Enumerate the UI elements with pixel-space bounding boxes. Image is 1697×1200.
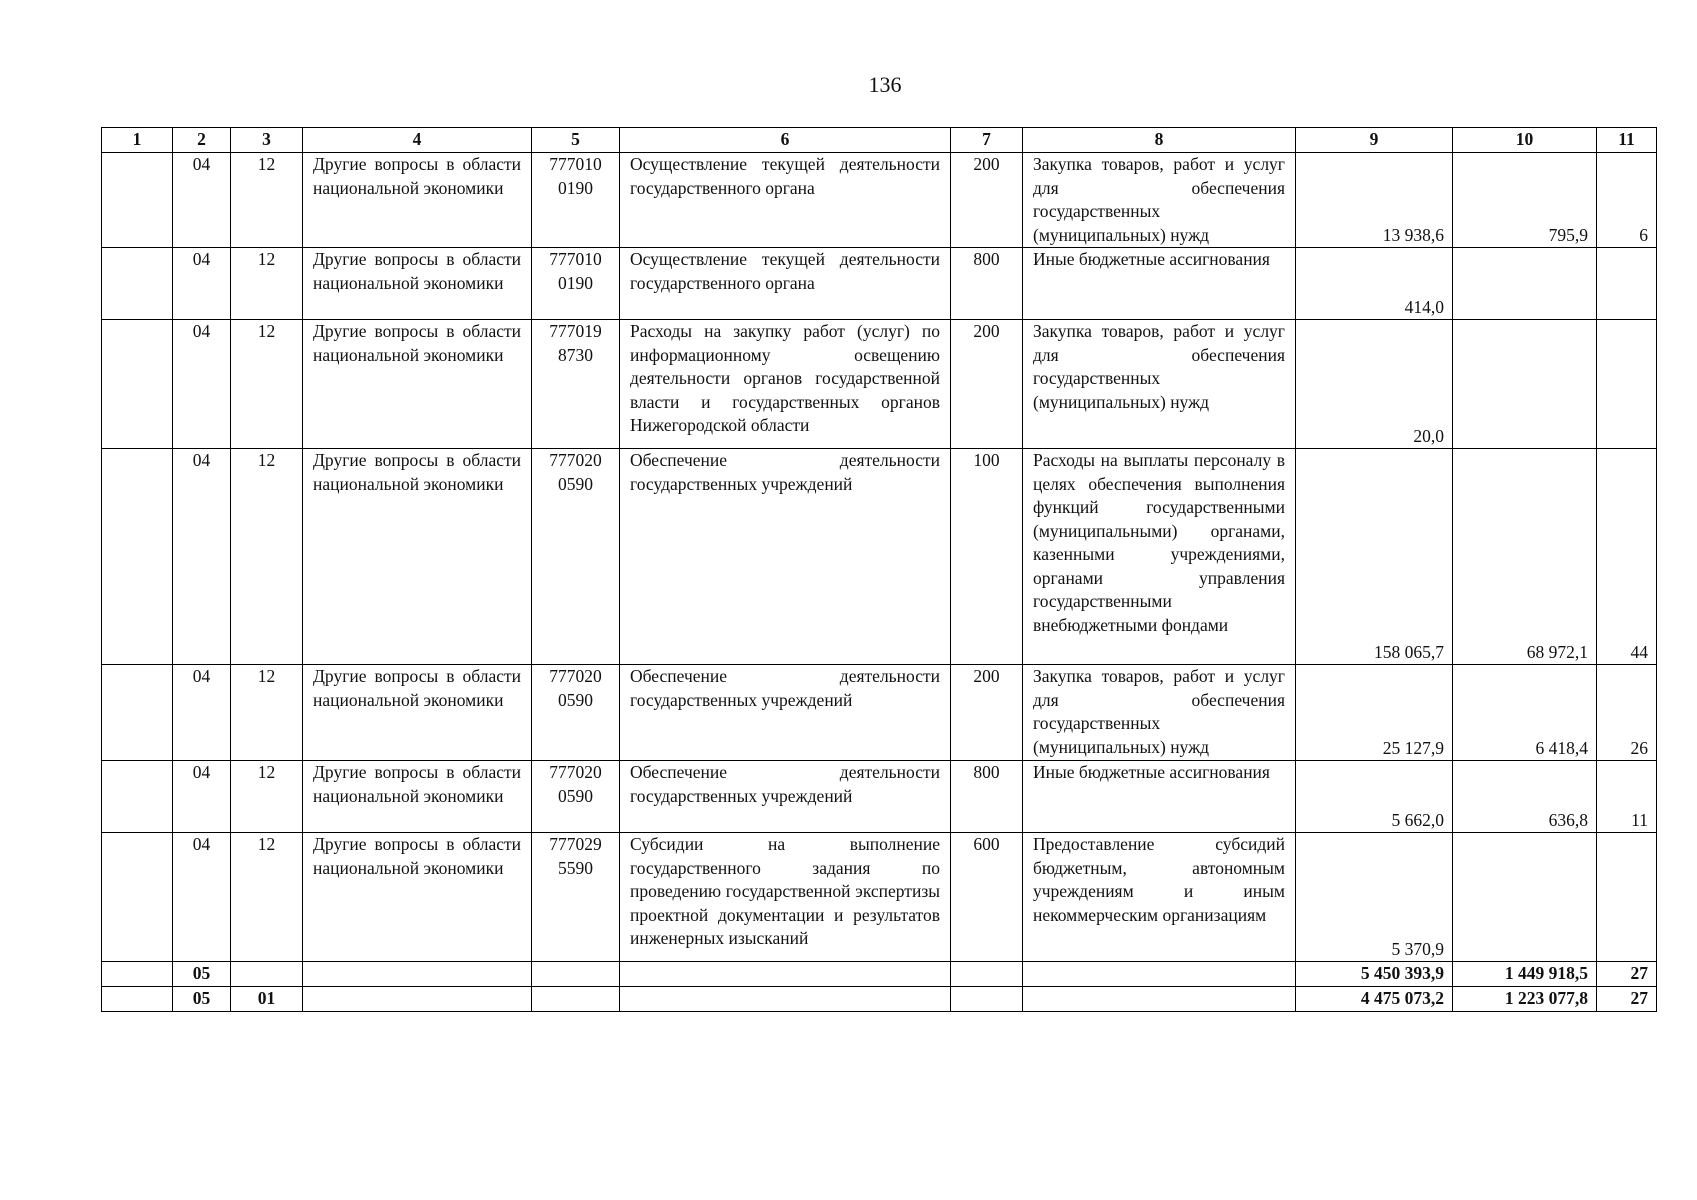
section-cell: 05 <box>173 987 231 1012</box>
subsection-cell <box>231 962 303 987</box>
executed-amount-cell: 1 223 077,8 <box>1453 987 1597 1012</box>
subsection-name-cell: Другие вопросы в области национальной экономики <box>303 761 532 833</box>
percent-cell <box>1597 320 1657 449</box>
column-header: 11 <box>1597 128 1657 153</box>
subsection-name-cell: Другие вопросы в области национальной экономики <box>303 248 532 320</box>
executed-amount-cell <box>1453 248 1597 320</box>
amount-cell: 5 662,0 <box>1296 761 1453 833</box>
target-article-name-cell <box>620 962 951 987</box>
target-article-cell: 777010 0190 <box>532 153 620 248</box>
target-article-cell: 777029 5590 <box>532 833 620 962</box>
expense-type-cell: 100 <box>951 449 1023 665</box>
table-body <box>102 153 1657 1012</box>
expense-type-cell: 800 <box>951 761 1023 833</box>
subsection-cell: 01 <box>231 987 303 1012</box>
target-article-cell <box>532 962 620 987</box>
row-number-cell <box>102 248 173 320</box>
expense-type-cell: 200 <box>951 320 1023 449</box>
table-row <box>102 248 1657 320</box>
row-number-cell <box>102 833 173 962</box>
target-article-cell: 777010 0190 <box>532 248 620 320</box>
total-row <box>102 962 1657 987</box>
table-row <box>102 320 1657 449</box>
percent-cell: 27 <box>1597 962 1657 987</box>
target-article-cell: 777020 0590 <box>532 665 620 761</box>
target-article-name-cell: Обеспечение деятельности государственных учреждений <box>620 761 951 833</box>
column-header: 2 <box>173 128 231 153</box>
expense-type-cell <box>951 987 1023 1012</box>
subsection-cell: 12 <box>231 248 303 320</box>
subsection-name-cell: Другие вопросы в области национальной экономики <box>303 320 532 449</box>
subsection-name-cell <box>303 962 532 987</box>
column-header: 10 <box>1453 128 1597 153</box>
target-article-cell: 777020 0590 <box>532 449 620 665</box>
percent-cell: 6 <box>1597 153 1657 248</box>
column-header: 5 <box>532 128 620 153</box>
expense-type-name-cell: Закупка товаров, работ и услуг для обеспечения государственных (муниципальных) нужд <box>1023 320 1296 449</box>
target-article-name-cell: Осуществление текущей деятельности государственного органа <box>620 153 951 248</box>
expense-type-name-cell <box>1023 962 1296 987</box>
table-row <box>102 833 1657 962</box>
subsection-cell: 12 <box>231 665 303 761</box>
section-cell: 04 <box>173 320 231 449</box>
expense-type-name-cell: Расходы на выплаты персоналу в целях обеспечения выполнения функций государственными (муниципальными) органами, казенными учреждениями, органами управления государственными внебюджетными фондами <box>1023 449 1296 665</box>
section-cell: 04 <box>173 833 231 962</box>
row-number-cell <box>102 665 173 761</box>
executed-amount-cell: 68 972,1 <box>1453 449 1597 665</box>
column-header: 7 <box>951 128 1023 153</box>
column-header: 3 <box>231 128 303 153</box>
row-number-cell <box>102 153 173 248</box>
executed-amount-cell: 636,8 <box>1453 761 1597 833</box>
percent-cell <box>1597 248 1657 320</box>
subsection-name-cell <box>303 987 532 1012</box>
section-cell: 04 <box>173 449 231 665</box>
expense-type-name-cell: Предоставление субсидий бюджетным, автономным учреждениям и иным некоммерческим организациям <box>1023 833 1296 962</box>
executed-amount-cell: 795,9 <box>1453 153 1597 248</box>
target-article-name-cell: Субсидии на выполнение государственного задания по проведению государственной экспертизы проектной документации и результатов инженерных изысканий <box>620 833 951 962</box>
row-number-cell <box>102 320 173 449</box>
section-cell: 04 <box>173 761 231 833</box>
executed-amount-cell <box>1453 320 1597 449</box>
amount-cell: 158 065,7 <box>1296 449 1453 665</box>
percent-cell: 44 <box>1597 449 1657 665</box>
target-article-name-cell: Расходы на закупку работ (услуг) по информационному освещению деятельности органов государственной власти и государственных органов Нижегородской области <box>620 320 951 449</box>
page-number: 136 <box>868 72 902 97</box>
subsection-cell: 12 <box>231 761 303 833</box>
total-row <box>102 987 1657 1012</box>
amount-cell: 5 450 393,9 <box>1296 962 1453 987</box>
expense-type-cell: 800 <box>951 248 1023 320</box>
budget-table <box>101 127 1657 1012</box>
row-number-cell <box>102 449 173 665</box>
subsection-cell: 12 <box>231 320 303 449</box>
amount-cell: 25 127,9 <box>1296 665 1453 761</box>
expense-type-name-cell: Иные бюджетные ассигнования <box>1023 248 1296 320</box>
amount-cell: 20,0 <box>1296 320 1453 449</box>
section-cell: 05 <box>173 962 231 987</box>
amount-cell: 4 475 073,2 <box>1296 987 1453 1012</box>
table-row <box>102 449 1657 665</box>
column-header: 4 <box>303 128 532 153</box>
percent-cell: 27 <box>1597 987 1657 1012</box>
percent-cell: 26 <box>1597 665 1657 761</box>
amount-cell: 5 370,9 <box>1296 833 1453 962</box>
column-header: 8 <box>1023 128 1296 153</box>
section-cell: 04 <box>173 665 231 761</box>
column-header: 9 <box>1296 128 1453 153</box>
subsection-name-cell: Другие вопросы в области национальной экономики <box>303 449 532 665</box>
expense-type-cell: 200 <box>951 665 1023 761</box>
row-number-cell <box>102 761 173 833</box>
percent-cell <box>1597 833 1657 962</box>
column-header: 1 <box>102 128 173 153</box>
row-number-cell <box>102 987 173 1012</box>
column-header: 6 <box>620 128 951 153</box>
section-cell: 04 <box>173 248 231 320</box>
subsection-name-cell: Другие вопросы в области национальной экономики <box>303 153 532 248</box>
subsection-name-cell: Другие вопросы в области национальной экономики <box>303 665 532 761</box>
expense-type-name-cell: Иные бюджетные ассигнования <box>1023 761 1296 833</box>
target-article-name-cell: Обеспечение деятельности государственных учреждений <box>620 665 951 761</box>
target-article-cell <box>532 987 620 1012</box>
expense-type-name-cell: Закупка товаров, работ и услуг для обеспечения государственных (муниципальных) нужд <box>1023 153 1296 248</box>
executed-amount-cell: 6 418,4 <box>1453 665 1597 761</box>
expense-type-cell: 200 <box>951 153 1023 248</box>
subsection-name-cell: Другие вопросы в области национальной экономики <box>303 833 532 962</box>
header-row <box>102 128 1657 153</box>
target-article-cell: 777020 0590 <box>532 761 620 833</box>
row-number-cell <box>102 962 173 987</box>
table-row <box>102 761 1657 833</box>
amount-cell: 414,0 <box>1296 248 1453 320</box>
expense-type-name-cell <box>1023 987 1296 1012</box>
target-article-name-cell: Осуществление текущей деятельности государственного органа <box>620 248 951 320</box>
subsection-cell: 12 <box>231 833 303 962</box>
section-cell: 04 <box>173 153 231 248</box>
expense-type-cell: 600 <box>951 833 1023 962</box>
target-article-name-cell: Обеспечение деятельности государственных учреждений <box>620 449 951 665</box>
table-row <box>102 153 1657 248</box>
table-row <box>102 665 1657 761</box>
expense-type-cell <box>951 962 1023 987</box>
target-article-cell: 777019 8730 <box>532 320 620 449</box>
subsection-cell: 12 <box>231 153 303 248</box>
subsection-cell: 12 <box>231 449 303 665</box>
expense-type-name-cell: Закупка товаров, работ и услуг для обеспечения государственных (муниципальных) нужд <box>1023 665 1296 761</box>
target-article-name-cell <box>620 987 951 1012</box>
amount-cell: 13 938,6 <box>1296 153 1453 248</box>
executed-amount-cell <box>1453 833 1597 962</box>
percent-cell: 11 <box>1597 761 1657 833</box>
executed-amount-cell: 1 449 918,5 <box>1453 962 1597 987</box>
